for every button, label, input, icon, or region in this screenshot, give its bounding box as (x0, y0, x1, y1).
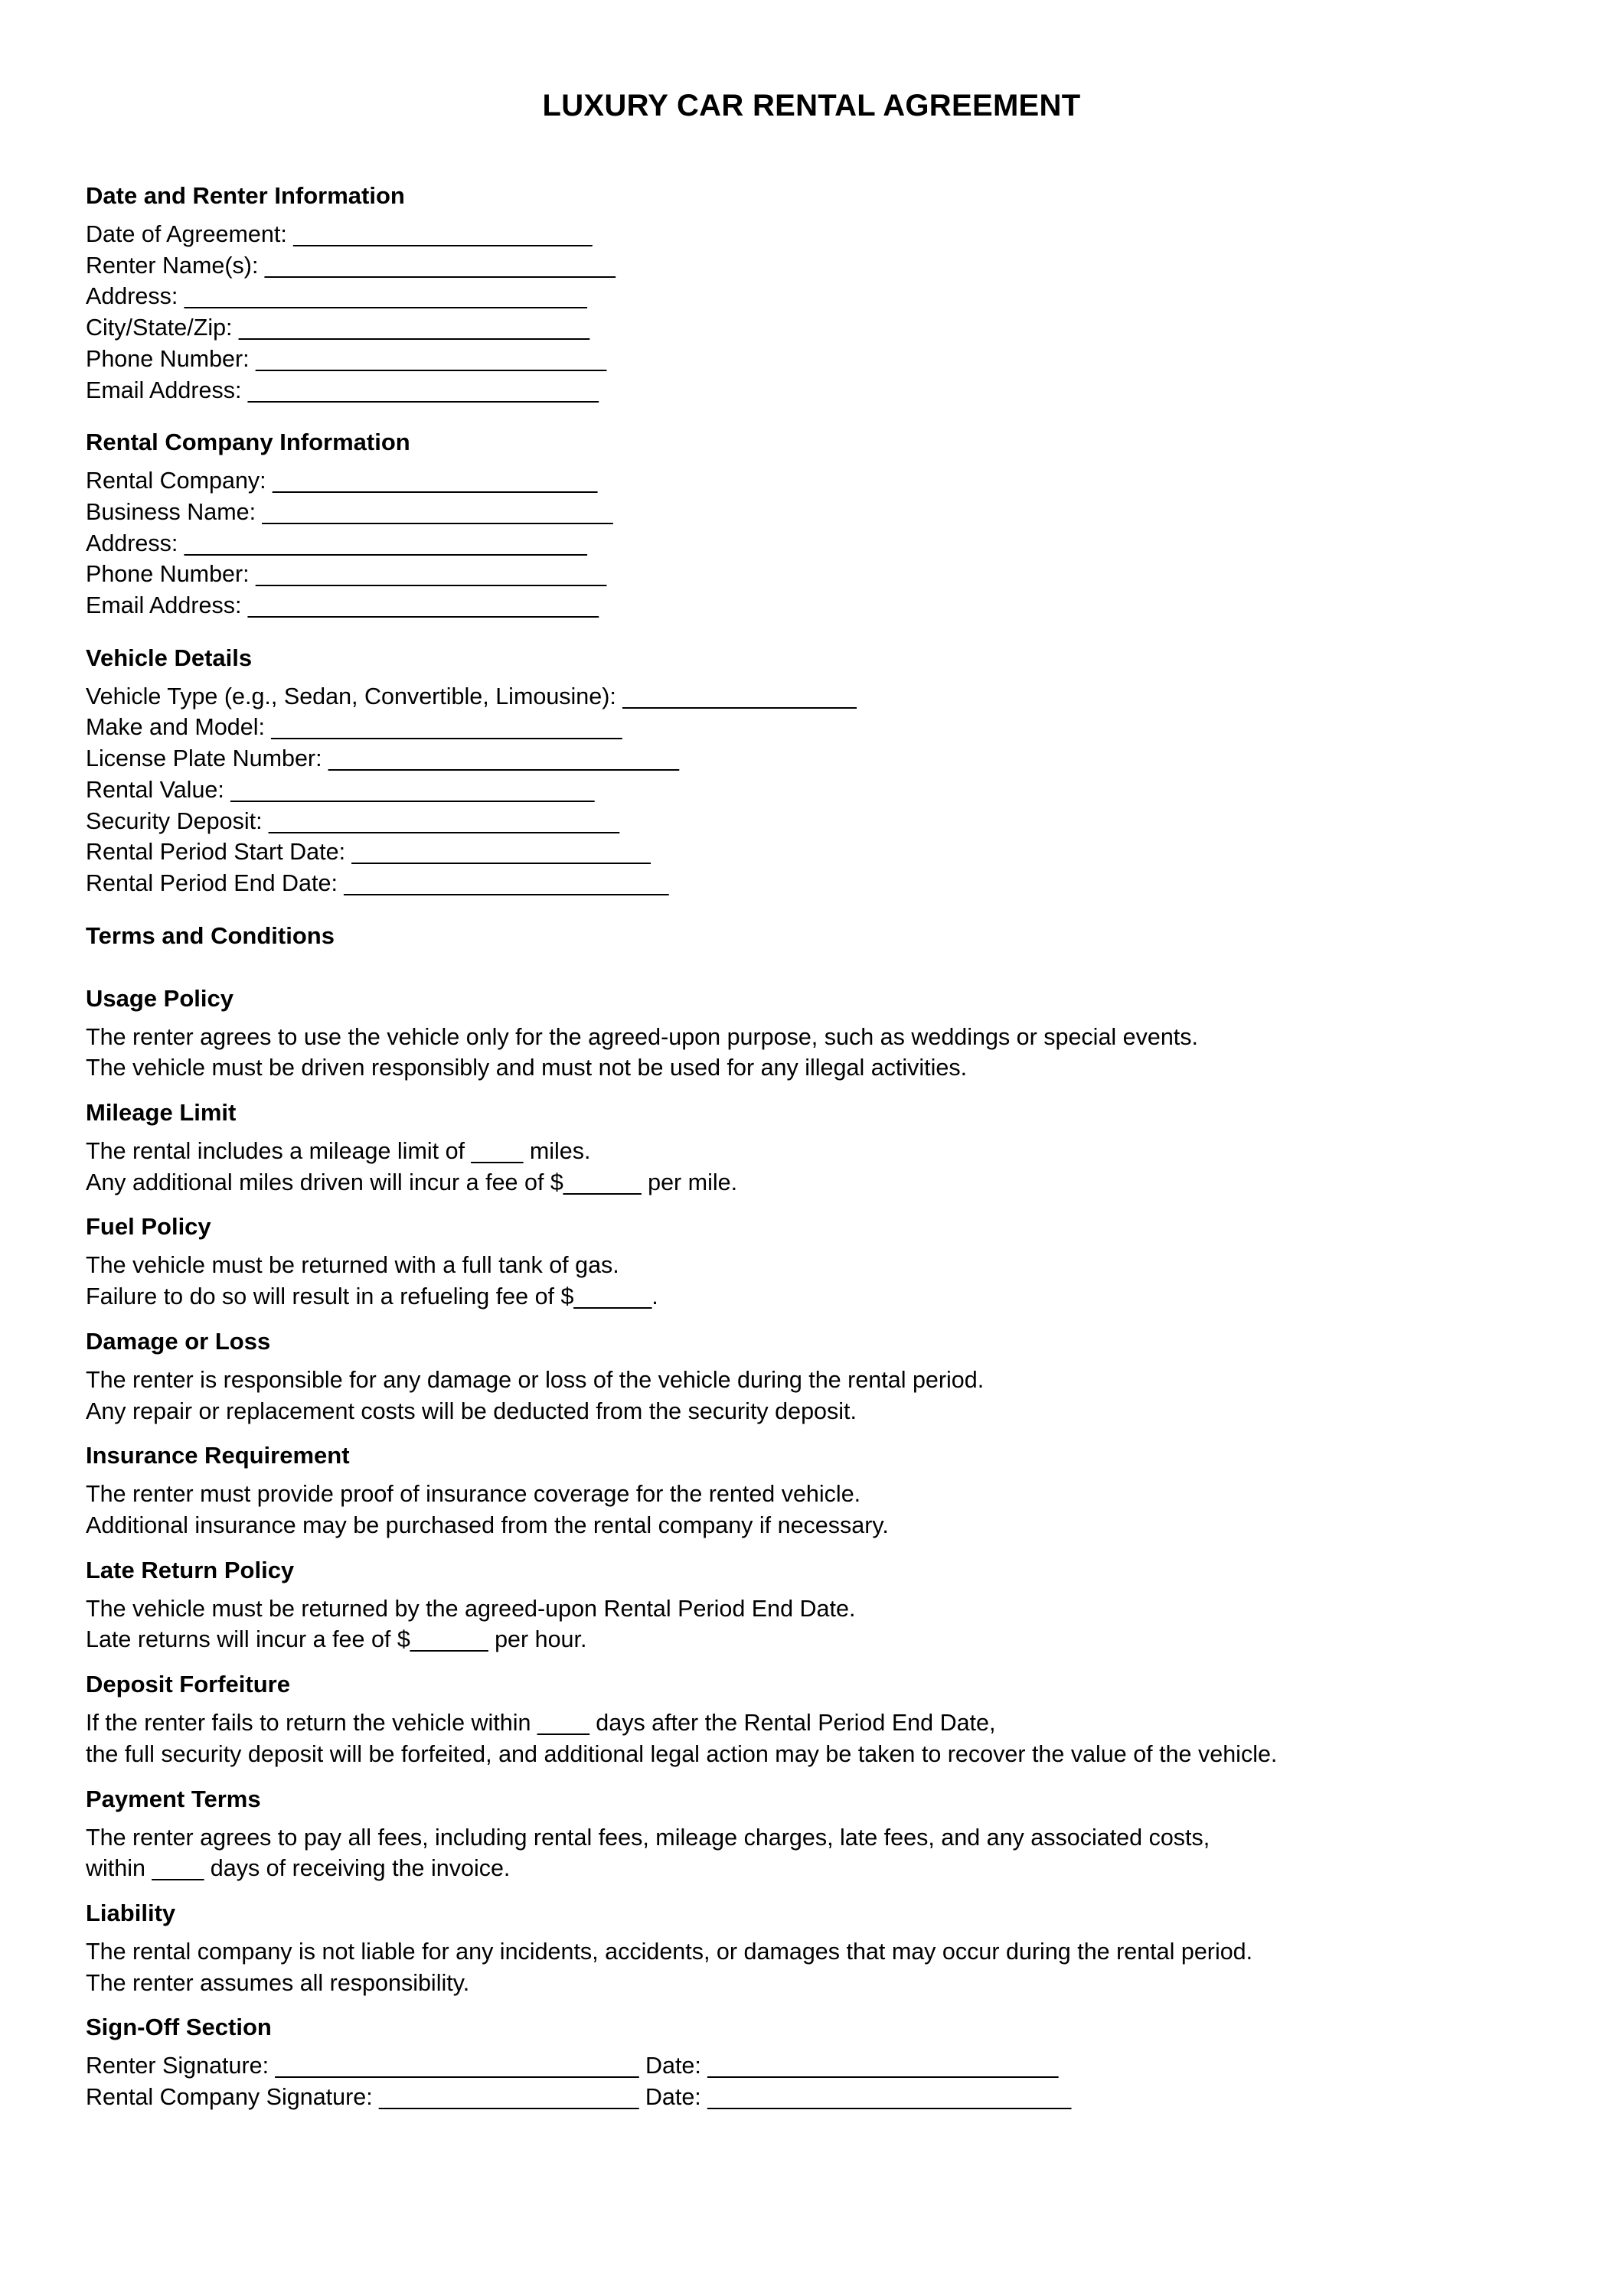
clause-line: If the renter fails to return the vehicle within ____ days after the Rental Period End Date, (86, 1710, 996, 1737)
clause-line: The renter agrees to pay all fees, including rental fees, mileage charges, late fees, and any associated costs, (86, 1824, 1210, 1851)
clause-line: Any additional miles driven will incur a fee of $______ per mile. (86, 1169, 738, 1195)
clause-line: Additional insurance may be purchased from the rental company if necessary. (86, 1512, 889, 1538)
start-date-field: Rental Period Start Date: _______________________ (86, 839, 651, 866)
date-of-agreement-field: Date of Agreement: _______________________ (86, 221, 593, 247)
clause-line: Late returns will incur a fee of $______ per hour. (86, 1626, 587, 1653)
damage-loss-clause (86, 1326, 1540, 1427)
clause-line: Failure to do so will result in a refueling fee of $______. (86, 1283, 658, 1310)
vehicle-type-field: Vehicle Type (e.g., Sedan, Convertible, Limousine): __________________ (86, 683, 857, 709)
insurance-clause (86, 1440, 1540, 1541)
clause-line: The renter agrees to use the vehicle only for the agreed-upon purpose, such as weddings or special events. (86, 1023, 1199, 1050)
mileage-limit-clause (86, 1097, 1540, 1198)
renter-address-field: Address: _______________________________ (86, 283, 587, 310)
clause-heading: Deposit Forfeiture (86, 1671, 290, 1698)
usage-policy-clause (86, 983, 1540, 1084)
company-email-field: Email Address: ___________________________ (86, 592, 599, 619)
company-phone-field: Phone Number: ___________________________ (86, 561, 607, 588)
license-plate-field: License Plate Number: ___________________________ (86, 745, 680, 772)
security-deposit-field: Security Deposit: ___________________________ (86, 807, 620, 834)
clause-line: The rental company is not liable for any incidents, accidents, or damages that may occur during the rental period. (86, 1938, 1253, 1965)
section-heading: Vehicle Details (86, 644, 253, 671)
deposit-forfeiture-clause (86, 1669, 1540, 1769)
renter-info-section (86, 181, 1540, 406)
clause-line: The renter is responsible for any damage or loss of the vehicle during the rental period. (86, 1366, 985, 1393)
make-model-field: Make and Model: ___________________________ (86, 714, 622, 741)
section-heading: Date and Renter Information (86, 182, 405, 209)
company-signature-line: Rental Company Signature: ____________________ Date: ____________________________ (86, 2084, 1072, 2111)
clause-line: The vehicle must be returned with a full tank of gas. (86, 1252, 619, 1279)
clause-line: the full security deposit will be forfeited, and additional legal action may be taken to recover the value of the vehicle. (86, 1740, 1278, 1767)
company-address-field: Address: _______________________________ (86, 530, 587, 556)
rental-value-field: Rental Value: ____________________________ (86, 776, 595, 803)
clause-heading: Mileage Limit (86, 1099, 237, 1127)
clause-line: The vehicle must be returned by the agreed-upon Rental Period End Date. (86, 1595, 856, 1622)
business-name-field: Business Name: ___________________________ (86, 498, 613, 525)
clause-line: Any repair or replacement costs will be deducted from the security deposit. (86, 1397, 857, 1424)
renter-signature-line: Renter Signature: ____________________________ Date: ___________________________ (86, 2053, 1059, 2079)
clause-heading: Payment Terms (86, 1785, 261, 1812)
clause-heading: Insurance Requirement (86, 1442, 350, 1469)
clause-heading: Damage or Loss (86, 1327, 271, 1355)
liability-clause (86, 1898, 1540, 1998)
section-heading: Terms and Conditions (86, 921, 335, 949)
payment-terms-clause (86, 1784, 1540, 1884)
document-body (86, 181, 1540, 2135)
clause-line: The renter must provide proof of insurance coverage for the rented vehicle. (86, 1481, 861, 1508)
document-title: LUXURY CAR RENTAL AGREEMENT (542, 89, 1081, 122)
renter-name-field: Renter Name(s): ___________________________ (86, 252, 616, 279)
terms-section (86, 921, 1540, 2113)
company-info-section (86, 427, 1540, 621)
clause-line: The vehicle must be driven responsibly and must not be used for any illegal activities. (86, 1055, 968, 1081)
clause-heading: Fuel Policy (86, 1213, 211, 1241)
clause-line: within ____ days of receiving the invoice. (86, 1855, 511, 1882)
rental-company-field: Rental Company: _________________________ (86, 468, 598, 494)
clause-heading: Late Return Policy (86, 1556, 295, 1583)
renter-phone-field: Phone Number: ___________________________ (86, 345, 607, 372)
renter-email-field: Email Address: ___________________________ (86, 377, 599, 403)
clause-heading: Usage Policy (86, 984, 233, 1012)
clause-line: The rental includes a mileage limit of ____ miles. (86, 1138, 591, 1165)
late-return-clause (86, 1555, 1540, 1655)
end-date-field: Rental Period End Date: _________________________ (86, 869, 669, 896)
fuel-policy-clause (86, 1212, 1540, 1312)
clause-heading: Sign-Off Section (86, 2014, 272, 2041)
section-heading: Rental Company Information (86, 429, 410, 456)
clause-line: The renter assumes all responsibility. (86, 1969, 470, 1996)
vehicle-details-section (86, 643, 1540, 899)
sign-off-section (86, 2012, 1540, 2112)
city-state-zip-field: City/State/Zip: ___________________________ (86, 315, 589, 341)
clause-heading: Liability (86, 1899, 176, 1926)
